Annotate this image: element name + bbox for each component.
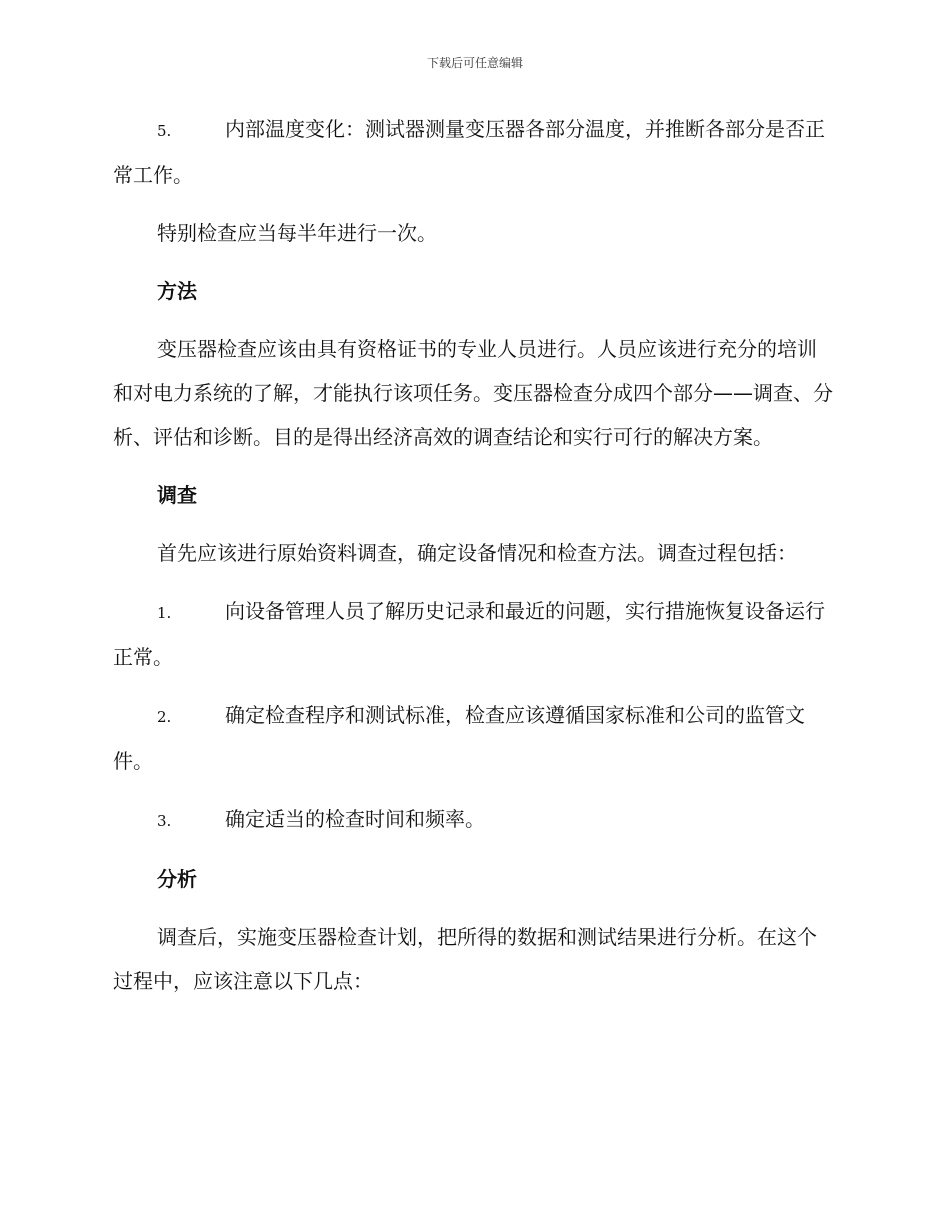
paragraph-method: 变压器检查应该由具有资格证书的专业人员进行。人员应该进行充分的培训和对电力系统的了解，才能执行该项任务。变压器检查分成四个部分——调查、分析、评估和诊断。目的是得出经济高效的调查结论和实行可行的解决方案。: [113, 337, 833, 449]
list-item-text: 内部温度变化：测试器测量变压器各部分温度，并推断各部分是否正常工作。: [113, 117, 825, 187]
list-item-5: [113, 107, 835, 197]
list-number: 1.: [157, 604, 172, 622]
page-header: 下载后可任意编辑: [426, 56, 523, 70]
list-item-text: 确定适当的检查时间和频率。: [225, 807, 485, 831]
list-item-2: [113, 693, 835, 783]
list-number: 5.: [157, 122, 172, 140]
heading-method: 方法: [157, 279, 197, 303]
list-item-1: [113, 589, 835, 679]
list-item-text: 确定检查程序和测试标准，检查应该遵循国家标准和公司的监管文件。: [113, 703, 805, 773]
list-item-text: 向设备管理人员了解历史记录和最近的问题，实行措施恢复设备运行正常。: [113, 599, 825, 669]
list-number: 2.: [157, 708, 172, 726]
list-item-3: [113, 797, 835, 843]
heading-survey: 调查: [157, 483, 197, 507]
paragraph-special-inspection: 特别检查应当每半年进行一次。: [157, 221, 437, 245]
document-body: [113, 107, 835, 1017]
heading-analysis: 分析: [157, 867, 197, 891]
paragraph-analysis: 调查后，实施变压器检查计划，把所得的数据和测试结果进行分析。在这个过程中，应该注意以下几点：: [113, 925, 817, 993]
paragraph-survey: 首先应该进行原始资料调查，确定设备情况和检查方法。调查过程包括：: [157, 541, 797, 565]
list-number: 3.: [157, 812, 172, 830]
